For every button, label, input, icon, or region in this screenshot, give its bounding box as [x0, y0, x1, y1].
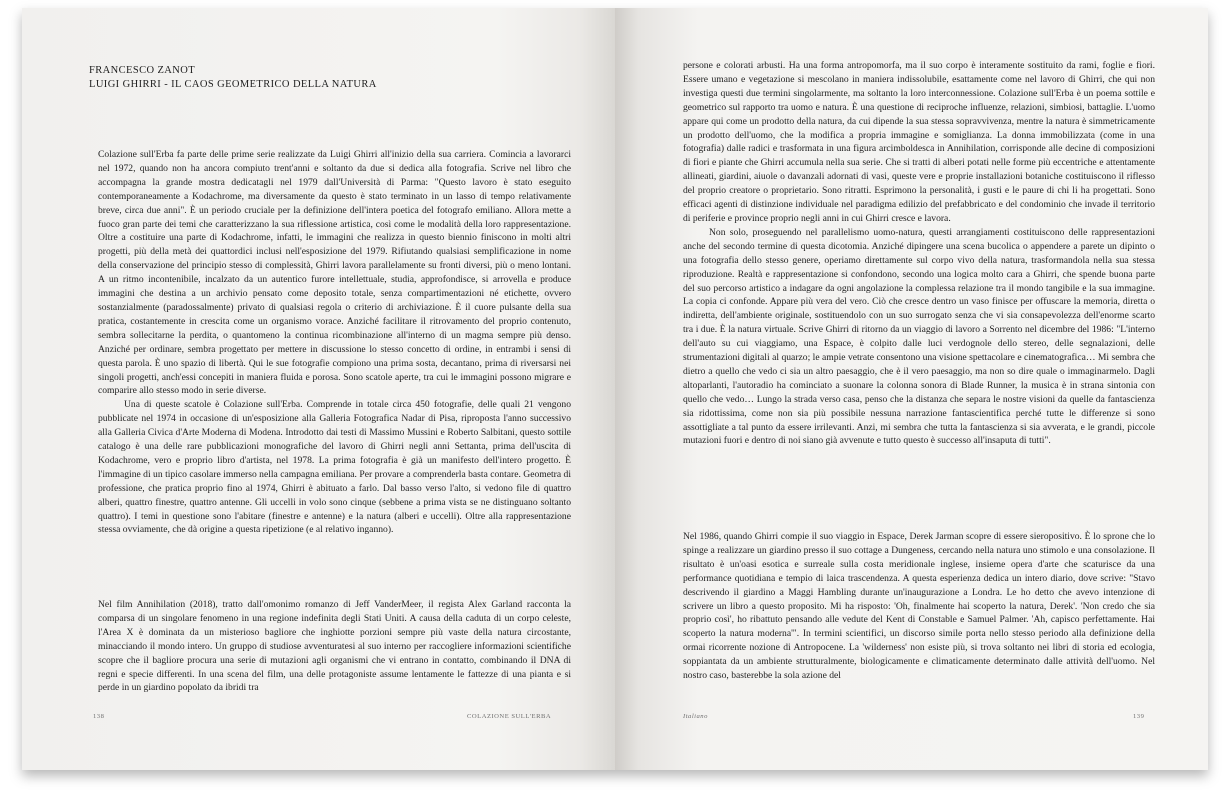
page-number: 139	[1133, 713, 1145, 720]
language-label: Italiano	[683, 713, 708, 720]
paragraph: Colazione sull'Erba fa parte delle prime serie realizzate da Luigi Ghirri all'inizio della sua carriera. Comincia a lavorarci nel 1972, quando non ha ancora compiuto trent'anni e soltanto da due si dedica alla fotografia. Scrive nel libro che accompagna la grande mostra dedicatagli nel 1979 dall'Università di Parma: "Questo lavoro è stato eseguito contemporaneamente a Kodachrome, ma diversamente da questo è stato terminato in un lasso di tempo relativamente breve, circa due anni". È un periodo cruciale per la definizione dell'intera poetica del fotografo emiliano. Allora mette a fuoco gran parte dei temi che caratterizzano la sua riflessione artistica, così come le modalità della loro rappresentazione. Oltre a costituire una parte di Kodachrome, infatti, le immagini che realizza in questo biennio finiscono in molti altri progetti, più della metà dei quattordici inclusi nell'esposizione del 1979. Rifiutando qualsiasi semplificazione in nome della conservazione del principio stesso di complessità, Ghirri lavora parallelamente su fronti diversi, più o meno lontani. A un ritmo incontenibile, incalzato da un autentico furore intellettuale, studia, approfondisce, si arrovella e produce immagini che destina a un archivio pensato come deposito totale, senza compartimentazioni né etichette, ovvero sostanzialmente (paradossalmente) privato di qualsiasi regola o criterio di archiviazione. È il cuore pulsante della sua pratica, costantemente in crescita come un organismo vorace. Anziché facilitare il ritrovamento del proprio contenuto, sembra sollecitarne la perdita, o quantomeno la continua ricombinazione all'interno di un magma sempre più denso. Anziché per ordinare, sembra progettato per mettere in discussione lo stesso concetto di ordine, in entrambi i sensi di questa parola. È uno spazio di libertà. Qui le sue fotografie compiono una prima sosta, decantano, prima di riversarsi nei singoli progetti, anch'essi concepiti in maniera fluida e porosa. Sono scatole aperte, tra cui le immagini possono migrare e comparire allo stesso modo in serie diverse.	[98, 149, 571, 397]
author-name: FRANCESCO ZANOT	[89, 65, 196, 76]
running-title: COLAZIONE SULL'ERBA	[467, 713, 552, 720]
body-text-block-1	[98, 148, 571, 537]
paragraph: persone e colorati arbusti. Ha una forma antropomorfa, ma il suo corpo è interamente sostituito da rami, foglie e fiori. Essere umano e vegetazione si mescolano in maniera indissolubile, esattamente come nel lavoro di Ghirri, che qui non investiga questi due termini singolarmente, ma soltanto la loro interconnessione. Colazione sull'Erba è un poema sottile e geometrico sul rapporto tra uomo e natura. È una questione di reciproche influenze, relazioni, simbiosi, battaglie. L'uomo appare qui come un prodotto della natura, da cui dipende la sua stessa sopravvivenza, mentre la natura è simmetricamente un prodotto dell'uomo, che la modifica a propria immagine e somiglianza. La donna immobilizzata (come in una fotografia) dalle radici e trasformata in una figura arcimboldesca in Annihilation, corrisponde alle decine di composizioni di fiori e piante che Ghirri accumula nella sua serie. Che si tratti di alberi potati nelle forme più eccentriche e attentamente allineati, giardini, aiuole o davanzali adornati di vasi, queste vere e proprie installazioni botaniche costituiscono il riflesso del proprio creatore o proprietario. Sono ritratti. Esprimono la personalità, i gusti e le paure di chi li ha progettati. Sono efficaci agenti di distinzione individuale nel paradigma edilizio del prefabbricato e del condominio che invade il territorio di periferie e province proprio negli anni in cui Ghirri cresce e lavora.	[683, 60, 1155, 224]
body-text-block-2	[98, 598, 571, 695]
body-text-block-4	[683, 530, 1155, 683]
chapter-header	[89, 64, 509, 92]
left-page	[22, 8, 615, 770]
body-text-block-3	[683, 59, 1155, 448]
paragraph: Nel film Annihilation (2018), tratto dall'omonimo romanzo di Jeff VanderMeer, il regista Alex Garland racconta la comparsa di un singolare fenomeno in una regione indefinita degli Stati Uniti. A causa della caduta di un corpo celeste, l'Area X è dominata da un misterioso bagliore che inghiotte porzioni sempre più vaste della natura circostante, minacciando il mondo intero. Un gruppo di studiose avventuratesi al suo interno per raccogliere informazioni scientifiche scopre che il bagliore procura una serie di mutazioni agli organismi che vi entrano in contatto, combinando il DNA di regni e specie differenti. In una scena del film, una delle protagoniste assume lentamente le fattezze di una pianta e si perde in un giardino popolato da ibridi tra	[98, 599, 571, 694]
right-page	[615, 8, 1208, 770]
paragraph: Nel 1986, quando Ghirri compie il suo viaggio in Espace, Derek Jarman scopre di essere sieropositivo. È lo sprone che lo spinge a realizzare un giardino presso il suo cottage a Dungeness, cercando nella natura uno stimolo e una consolazione. Il risultato è un'oasi esotica e surreale sulla costa meridionale inglese, insieme opera d'arte che scaturisce da una performance quotidiana e tempio di laica trascendenza. A questa esperienza dedica un intero diario, dove scrive: "Stavo descrivendo il giardino a Maggi Hambling durante un'inaugurazione a Londra. Le ho detto che avevo intenzione di scrivere un libro a questo proposito. Mi ha risposto: 'Oh, finalmente hai scoperto la natura, Derek'. 'Non credo che sia proprio così', ho ribattuto pensando alle vedute del Kent di Constable e Samuel Palmer. 'Ah, capisco perfettamente. Hai scoperto la natura moderna'". In termini scientifici, un discorso simile porta nello stesso periodo alla definizione della ormai ricorrente nozione di Antropocene. La 'wilderness' non esiste più, si trova soltanto nei libri di storia ed ecologia, soppiantata da un ambiente strutturalmente, biologicamente e climaticamente determinato dalle attività dell'uomo. Nel nostro caso, basterebbe la sola azione del	[683, 531, 1155, 682]
paragraph: Una di queste scatole è Colazione sull'Erba. Comprende in totale circa 450 fotografie, delle quali 21 vengono pubblicate nel 1974 in occasione di un'esposizione alla Galleria Fotografica Nadar di Pisa, riproposta l'anno successivo alla Galleria Civica d'Arte Moderna di Modena. Introdotto dai testi di Massimo Mussini e Roberto Salbitani, questo sottile catalogo è una delle rare pubblicazioni monografiche del lavoro di Ghirri negli anni Settanta, prima dell'uscita di Kodachrome, vero e proprio libro d'artista, nel 1978. La prima fotografia è già un manifesto dell'intero progetto. È l'immagine di un tipico casolare immerso nella campagna emiliana. Per provare a comprenderla basta contare. Geometra di professione, che pratica proprio fino al 1974, Ghirri è abituato a farlo. Dal basso verso l'alto, si vedono file di quattro alberi, quattro finestre, quattro antenne. Gli uccelli in volo sono cinque (sebbene a prima vista se ne distinguano soltanto quattro). I temi in questione sono l'abitare (finestre e antenne) e la natura (alberi e uccelli). Oltre alla rappresentazione stessa ovviamente, che dà origine a questa ripetizione (e al relativo inganno).	[98, 399, 571, 536]
essay-title: LUIGI GHIRRI - IL CAOS GEOMETRICO DELLA NATURA	[89, 79, 377, 90]
page-number: 138	[93, 713, 105, 720]
paragraph: Non solo, proseguendo nel parallelismo uomo-natura, questi arrangiamenti costituiscono delle rappresentazioni anche del secondo termine di questa dicotomia. Anziché dipingere una scena bucolica o appendere a parete un dipinto o una fotografia dello stesso genere, operiamo direttamente sul corpo vivo della natura, trasformandola nella sua stessa riproduzione. Realtà e rappresentazione si confondono, secondo una logica molto cara a Ghirri, che spende buona parte del suo percorso artistico a indagare da ogni angolazione la complessa relazione tra il mondo tangibile e la sua immagine. La copia ci confonde. Appare più vera del vero. Ciò che cresce dentro un vaso finisce per offuscare la memoria, diretta o indiretta, dell'ambiente originale, sostituendolo con un suo surrogato senza che vi sia consapevolezza dell'enorme scarto tra i due. È la natura virtuale. Scrive Ghirri di ritorno da un viaggio di lavoro a Sorrento nel dicembre del 1986: "L'interno dell'auto su cui viaggiamo, una Espace, è colpito dalle luci verdognole dello stereo, delle segnalazioni, delle strumentazioni digitali al quarzo; le ampie vetrate consentono una visione spettacolare e cinematografica… Mi sembra che dietro a quello che vedo ci sia un altro paesaggio, che è il vero paesaggio, ma non so dire quale o immaginarmelo. Dagli altoparlanti, l'autoradio ha cominciato a suonare la colonna sonora di Blade Runner, la musica è in strana sintonia con quello che vedo… Lungo la strada verso casa, penso che la distanza che separa le nostre visioni da quelle da fantascienza sia ridottissima, come non sia più possibile nessuna narrazione fantascientifica perché tutte le differenze si sono assottigliate a tal punto da essere irrilevanti. Anzi, mi sembra che tutta la fantascienza si sia avverata, e le grandi, piccole mutazioni fuori e dentro di noi siano già avvenute e tutto questo è successo all'insaputa di tutti".	[683, 226, 1155, 447]
book-spread	[22, 8, 1208, 770]
